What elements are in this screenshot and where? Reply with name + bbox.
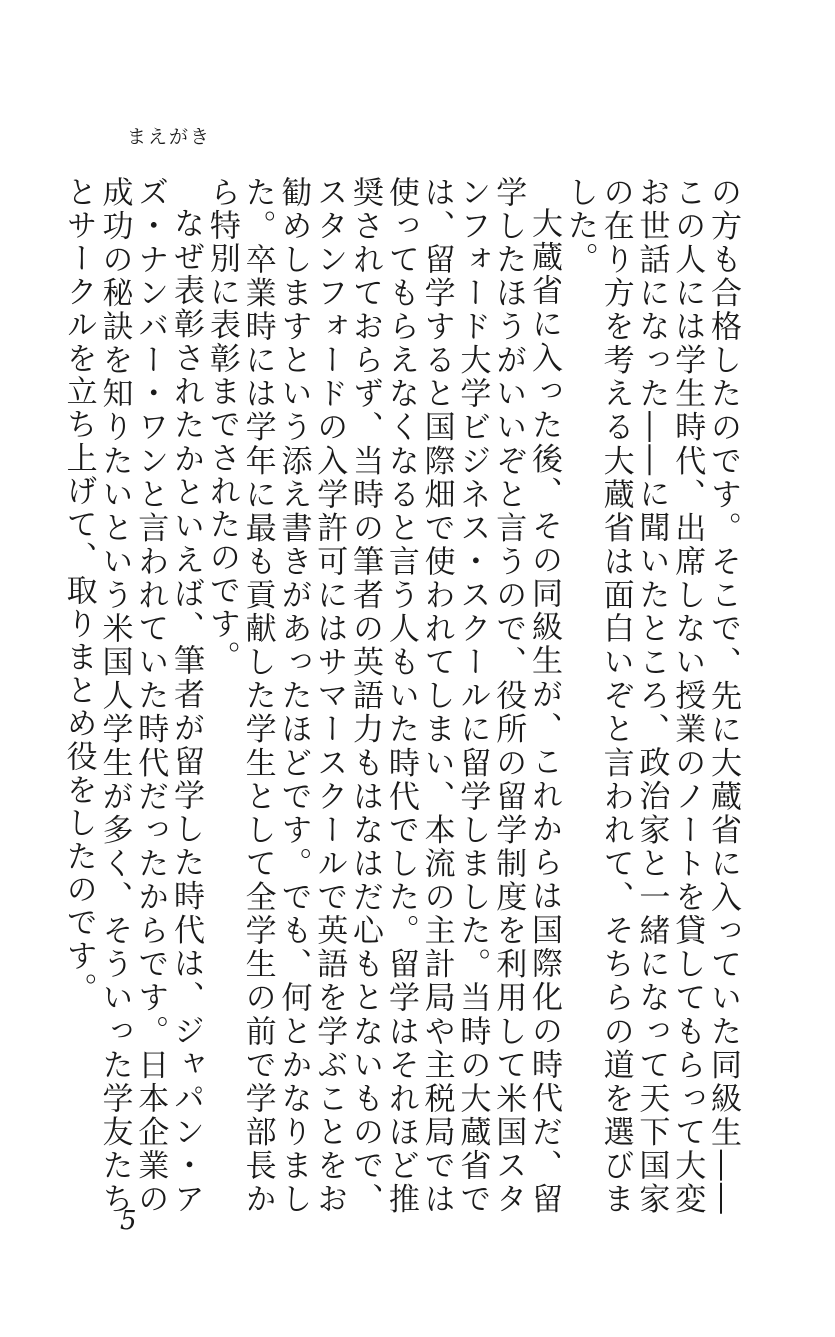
paragraph-award: なぜ表彰されたかといえば、筆者が留学した時代は、ジャパン・アズ・ナンバー・ワンと言われていた時代だったからです。日本企業の成功の秘訣を知りたいという米国人学生が多く、そういった学友たちとサークルを立ち上げて、取りまとめ役をしたのです。 xyxy=(60,176,205,1216)
paragraph-okurasho: 大蔵省に入った後、その同級生が、これからは国際化の時代だ、留学したほうがいいぞと言うので、役所の留学制度を利用して米国スタンフォード大学ビジネス・スクールに留学しました。当時の大蔵省では、留学すると国際畑で使われてしまい、本流の主計局や主税局では使ってもらえなくなると言う人もいた時代でした。留学はそれほど推奨されておらず、当時の筆者の英語力もはなはだ心もとないもので、スタンフォードの入学許可にはサマースクールで英語を学ぶことをお勧めしますという添え書きがあったほどです。でも、何とかなりました。卒業時には学年に最も貢献した学生として全学生の前で学部長から特別に表彰までされたのです。 xyxy=(203,176,563,1216)
paragraph-continued: の方も合格したのです。そこで、先に大蔵省に入っていた同級生――この人には学生時代、出席しない授業のノートを貸してもらって大変お世話になった――に聞いたところ、政治家と一緒になって天下国家の在り方を考える大蔵省は面白いぞと言われて、そちらの道を選びました。 xyxy=(561,176,741,1216)
page-number: 5 xyxy=(120,1206,137,1236)
body-text xyxy=(60,176,741,1216)
running-head: まえがき xyxy=(127,126,212,148)
